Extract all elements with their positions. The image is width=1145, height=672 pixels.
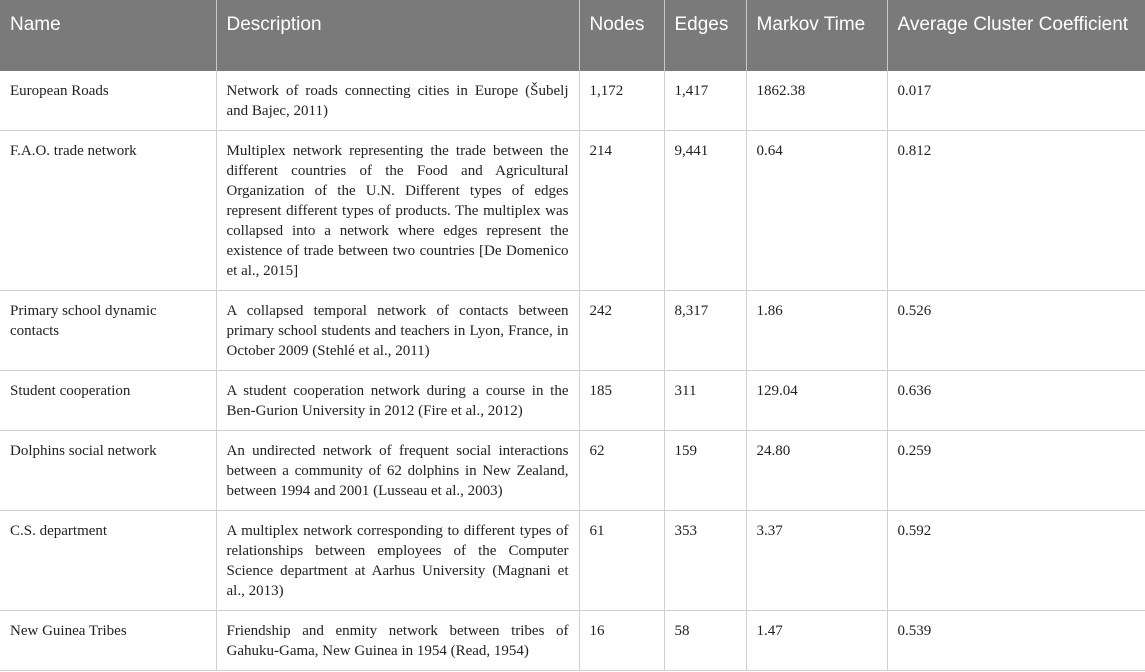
cell-average-cluster-coefficient: 0.812 — [887, 131, 1145, 291]
cell-description: An undirected network of frequent social interactions between a community of 62 dolphins in New Zealand, between 1994 and 2001 (Lusseau et al., 2003) — [216, 431, 579, 511]
table-row — [0, 511, 1145, 611]
table-row — [0, 431, 1145, 511]
cell-edges: 8,317 — [664, 291, 746, 371]
table-row — [0, 71, 1145, 131]
cell-markov-time: 24.80 — [746, 431, 887, 511]
header-edges: Edges — [664, 0, 746, 71]
cell-name: European Roads — [0, 71, 216, 131]
cell-nodes: 214 — [579, 131, 664, 291]
table-row — [0, 371, 1145, 431]
header-name: Name — [0, 0, 216, 71]
cell-name: New Guinea Tribes — [0, 611, 216, 671]
cell-description: Network of roads connecting cities in Europe (Šubelj and Bajec, 2011) — [216, 71, 579, 131]
cell-nodes: 61 — [579, 511, 664, 611]
cell-edges: 58 — [664, 611, 746, 671]
table-row — [0, 611, 1145, 671]
cell-description: A multiplex network corresponding to different types of relationships between employees of the Computer Science department at Aarhus University (Magnani et al., 2013) — [216, 511, 579, 611]
cell-average-cluster-coefficient: 0.017 — [887, 71, 1145, 131]
cell-name: Student cooperation — [0, 371, 216, 431]
cell-average-cluster-coefficient: 0.539 — [887, 611, 1145, 671]
cell-markov-time: 1.86 — [746, 291, 887, 371]
cell-nodes: 16 — [579, 611, 664, 671]
cell-nodes: 242 — [579, 291, 664, 371]
cell-name: Dolphins social network — [0, 431, 216, 511]
header-row — [0, 0, 1145, 71]
cell-name: Primary school dynamic contacts — [0, 291, 216, 371]
header-description: Description — [216, 0, 579, 71]
cell-markov-time: 0.64 — [746, 131, 887, 291]
cell-average-cluster-coefficient: 0.259 — [887, 431, 1145, 511]
cell-edges: 9,441 — [664, 131, 746, 291]
cell-description: Friendship and enmity network between tribes of Gahuku-Gama, New Guinea in 1954 (Read, 1954) — [216, 611, 579, 671]
table-row — [0, 291, 1145, 371]
header-nodes: Nodes — [579, 0, 664, 71]
cell-markov-time: 3.37 — [746, 511, 887, 611]
cell-markov-time: 129.04 — [746, 371, 887, 431]
cell-markov-time: 1862.38 — [746, 71, 887, 131]
cell-edges: 311 — [664, 371, 746, 431]
cell-name: F.A.O. trade network — [0, 131, 216, 291]
cell-average-cluster-coefficient: 0.526 — [887, 291, 1145, 371]
cell-nodes: 62 — [579, 431, 664, 511]
cell-nodes: 1,172 — [579, 71, 664, 131]
cell-description: Multiplex network representing the trade between the different countries of the Food and Agricultural Organization of the U.N. Different types of edges represent different types of products. The multiplex was collapsed into a network where edges represent the existence of trade between two countries [De Domenico et al., 2015] — [216, 131, 579, 291]
cell-markov-time: 1.47 — [746, 611, 887, 671]
cell-nodes: 185 — [579, 371, 664, 431]
cell-average-cluster-coefficient: 0.592 — [887, 511, 1145, 611]
cell-average-cluster-coefficient: 0.636 — [887, 371, 1145, 431]
header-markov-time: Markov Time — [746, 0, 887, 71]
cell-edges: 1,417 — [664, 71, 746, 131]
cell-edges: 159 — [664, 431, 746, 511]
header-average-cluster-coefficient: Average Cluster Coefficient — [887, 0, 1145, 71]
cell-name: C.S. department — [0, 511, 216, 611]
cell-description: A collapsed temporal network of contacts between primary school students and teachers in Lyon, France, in October 2009 (Stehlé et al., 2011) — [216, 291, 579, 371]
cell-description: A student cooperation network during a course in the Ben-Gurion University in 2012 (Fire et al., 2012) — [216, 371, 579, 431]
cell-edges: 353 — [664, 511, 746, 611]
table-row — [0, 131, 1145, 291]
